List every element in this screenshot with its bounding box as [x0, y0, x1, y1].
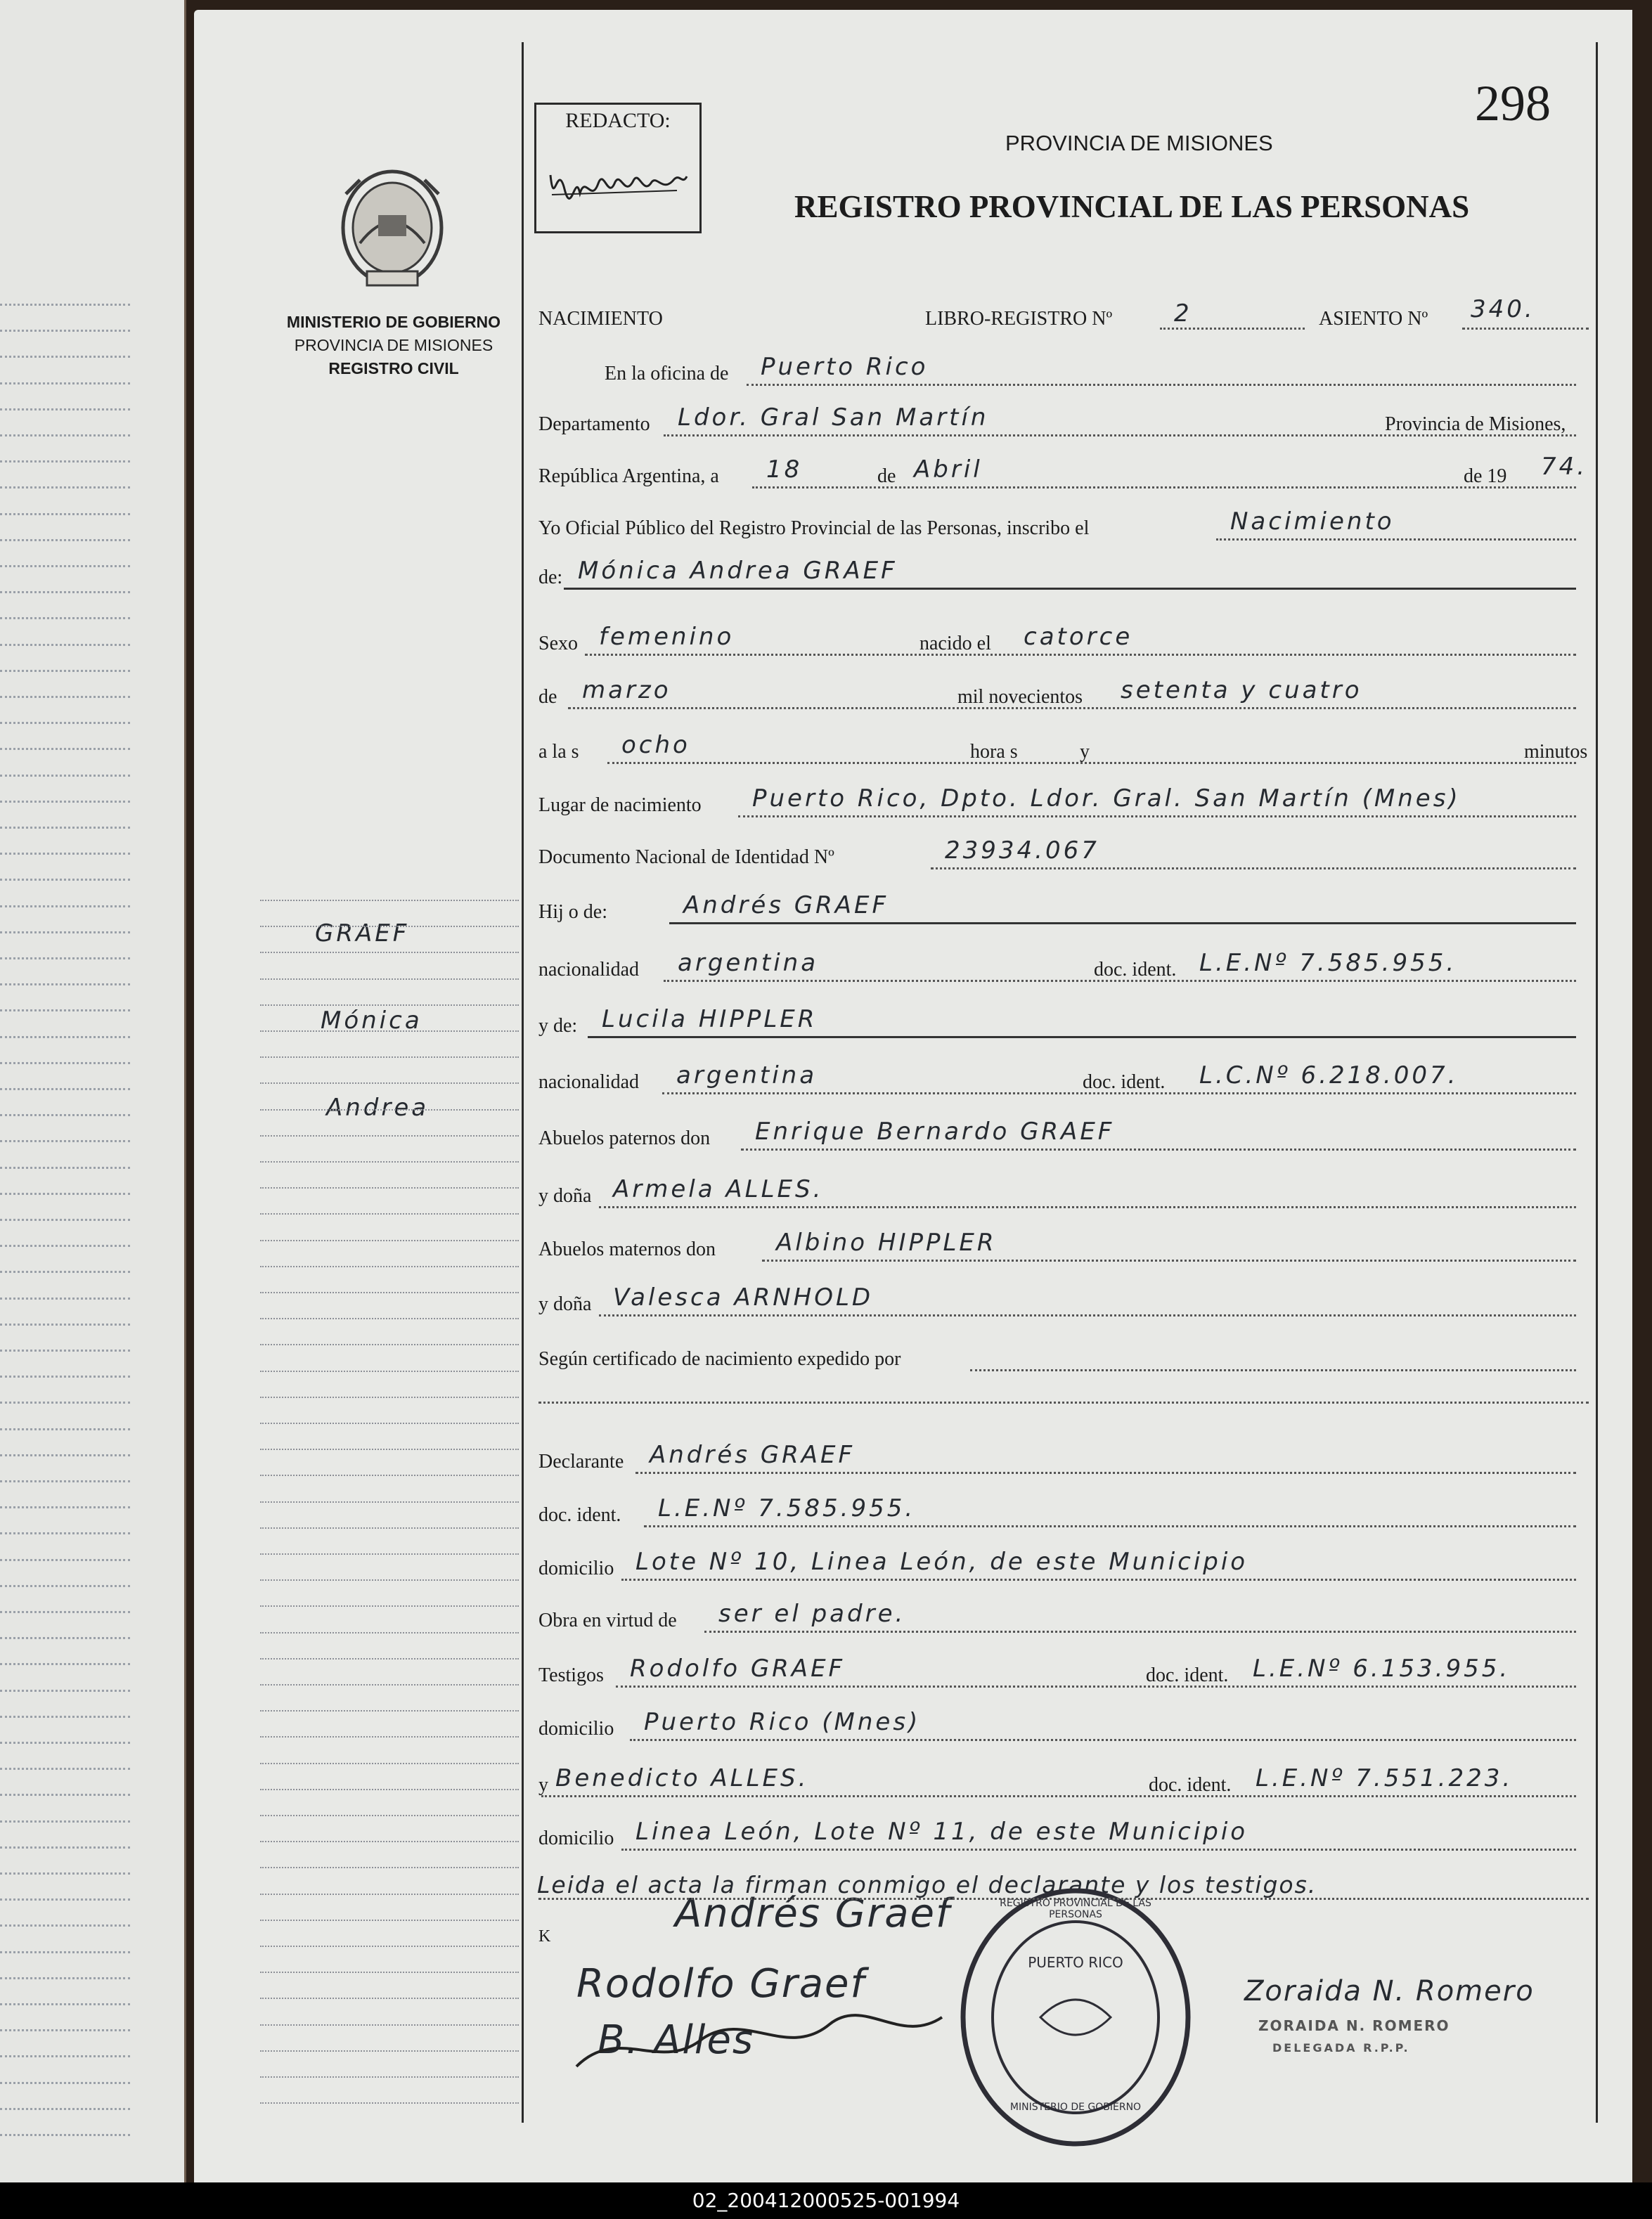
official-name: ZORAIDA N. ROMERO: [1258, 2017, 1450, 2034]
dotted-line: [538, 1402, 1589, 1404]
ruled-line: [0, 1898, 130, 1901]
field-value: Ldor. Gral San Martín: [678, 403, 989, 432]
field-label: República Argentina, a: [538, 465, 719, 487]
ruled-line: [0, 1245, 130, 1247]
field-label: doc. ident.: [538, 1504, 621, 1526]
ruled-line: [0, 1663, 130, 1665]
ruled-line: [0, 1611, 130, 1613]
ruled-line: [0, 1924, 130, 1927]
field-label: nacionalidad: [538, 959, 640, 981]
ruled-line: [0, 1794, 130, 1796]
field-value: 23934.067: [945, 836, 1099, 865]
ruled-line: [0, 1298, 130, 1300]
ruled-line: [0, 1716, 130, 1718]
margin-ruled-line: [260, 1344, 519, 1345]
solid-rule: [669, 922, 1576, 924]
field-label: doc. ident.: [1094, 959, 1177, 981]
margin-first-name: Mónica: [321, 1007, 422, 1035]
ruled-line: [0, 853, 130, 855]
margin-ruled-line: [260, 1030, 519, 1032]
margin-ruled-line: [260, 1527, 519, 1529]
margin-ruled-line: [260, 978, 519, 980]
redacto-label: REDACTO:: [565, 109, 671, 132]
ruled-line: [0, 513, 130, 515]
ruled-line: [0, 1140, 130, 1142]
field-value: L.E.Nº 6.153.955.: [1253, 1655, 1511, 1683]
margin-ruled-line: [260, 1946, 519, 1947]
field-value: L.C.Nº 6.218.007.: [1199, 1061, 1459, 1089]
margin-ruled-line: [260, 1266, 519, 1267]
ruled-line: [0, 617, 130, 619]
margin-ruled-line: [260, 2050, 519, 2052]
field-label: doc. ident.: [1149, 1774, 1232, 1796]
dotted-line: [635, 1472, 1576, 1474]
field-value: setenta y cuatro: [1121, 676, 1362, 704]
ruled-line: [0, 696, 130, 698]
ruled-line: [0, 408, 130, 410]
ruled-line: [0, 2134, 130, 2136]
ruled-line: [0, 1219, 130, 1221]
field-value: L.E.Nº 7.551.223.: [1256, 1764, 1514, 1792]
signature-testigo-1: Rodolfo Graef: [576, 1961, 866, 2007]
margin-ruled-line: [260, 2102, 519, 2104]
ruled-line: [0, 460, 130, 462]
ruled-line: [0, 1977, 130, 1979]
ministry-registry: REGISTRO CIVIL: [328, 359, 459, 377]
redacto-signature: [536, 133, 699, 217]
ruled-line: [0, 1742, 130, 1744]
field-value: marzo: [582, 676, 671, 704]
ruled-line: [0, 591, 130, 593]
margin-ruled-line: [260, 1867, 519, 1868]
ruled-line: [0, 2055, 130, 2057]
margin-ruled-line: [260, 1161, 519, 1163]
margin-ruled-line: [260, 2024, 519, 2026]
field-value: L.E.Nº 7.585.955.: [1199, 949, 1457, 977]
ruled-line: [0, 1690, 130, 1692]
ruled-line: [0, 670, 130, 672]
ruled-line: [0, 1428, 130, 1430]
dotted-line: [747, 384, 1576, 386]
field-value: Valesca ARNHOLD: [613, 1283, 874, 1312]
field-label: Yo Oficial Público del Registro Provincial de las Personas, inscribo el: [538, 517, 1090, 539]
field-value: Rodolfo GRAEF: [630, 1655, 846, 1683]
dotted-line: [621, 1579, 1576, 1581]
field-label: En la oficina de: [605, 363, 729, 384]
ministry-province: PROVINCIA DE MISIONES: [294, 336, 493, 354]
margin-ruled-line: [260, 1815, 519, 1816]
dotted-line: [752, 486, 1576, 489]
margin-ruled-line: [260, 1553, 519, 1555]
margin-ruled-line: [260, 1658, 519, 1660]
ruled-line: [0, 1532, 130, 1534]
ruled-line: [0, 1951, 130, 1953]
margin-ruled-line: [260, 1736, 519, 1738]
margin-ruled-line: [260, 1684, 519, 1686]
field-value: argentina: [676, 1061, 818, 1089]
ruled-line: [0, 957, 130, 959]
ruled-line: [0, 2003, 130, 2005]
field-label: y: [538, 1774, 548, 1796]
left-page: [0, 0, 186, 2182]
ruled-line: [0, 2082, 130, 2084]
field-label: Según certificado de nacimiento expedido por: [538, 1348, 901, 1370]
margin-ruled-line: [260, 1632, 519, 1633]
field-value: Andrés GRAEF: [683, 891, 889, 919]
ruled-line: [0, 722, 130, 724]
asiento-value: 340.: [1471, 295, 1535, 323]
ruled-line: [0, 1271, 130, 1273]
margin-surname: GRAEF: [315, 919, 410, 947]
margin-second-name: Andrea: [326, 1094, 430, 1122]
frame-line-right: [1596, 42, 1598, 2123]
act-type: NACIMIENTO: [538, 308, 663, 330]
field-label: Abuelos paternos don: [538, 1127, 711, 1149]
ruled-line: [0, 1114, 130, 1116]
ruled-line: [0, 748, 130, 750]
frame-line-left: [522, 42, 524, 2123]
ruled-line: [0, 801, 130, 803]
margin-ruled-line: [260, 2076, 519, 2078]
margin-ruled-line: [260, 1841, 519, 1842]
ruled-line: [0, 931, 130, 933]
field-suffix: Provincia de Misiones,: [1385, 413, 1566, 435]
field-label: de 19: [1464, 465, 1507, 487]
dotted-line: [741, 1149, 1576, 1151]
margin-ruled-line: [260, 1109, 519, 1111]
margin-ruled-line: [260, 1213, 519, 1215]
province-heading: PROVINCIA DE MISIONES: [1005, 131, 1273, 155]
field-label: domicilio: [538, 1827, 614, 1849]
dotted-line: [599, 1314, 1576, 1316]
libro-label: LIBRO-REGISTRO Nº: [925, 308, 1113, 330]
ruled-line: [0, 1324, 130, 1326]
ruled-line: [0, 1768, 130, 1770]
asiento-label: ASIENTO Nº: [1319, 308, 1428, 330]
ruled-line: [0, 539, 130, 541]
ruled-line: [0, 2108, 130, 2110]
field-value: 74.: [1541, 453, 1588, 481]
ruled-line: [0, 1846, 130, 1849]
field-label: doc. ident.: [1146, 1664, 1229, 1686]
field-label: domicilio: [538, 1718, 614, 1740]
ruled-line: [0, 1376, 130, 1378]
ruled-line: [0, 1454, 130, 1456]
margin-ruled-line: [260, 1763, 519, 1764]
margin-ruled-line: [260, 1710, 519, 1712]
signature-declarante: Andrés Graef: [675, 1891, 951, 1936]
margin-ruled-line: [260, 1187, 519, 1189]
field-label: Lugar de nacimiento: [538, 794, 702, 816]
dotted-line: [585, 654, 1576, 656]
field-label: Declarante: [538, 1451, 624, 1473]
signature-testigo-2: B. Alles: [598, 2017, 755, 2063]
field-value: Lucila HIPPLER: [602, 1005, 818, 1033]
ruled-line: [0, 304, 130, 306]
official-signature: Zoraida N. Romero: [1244, 1975, 1535, 2007]
margin-ruled-line: [260, 1318, 519, 1319]
margin-ruled-line: [260, 1449, 519, 1450]
margin-ruled-line: [260, 1501, 519, 1503]
ministry-name: MINISTERIO DE GOBIERNO: [286, 313, 501, 331]
dotted-line: [599, 1206, 1576, 1208]
closing-sentence: Leida el acta la firman conmigo el declarante y los testigos.: [537, 1871, 1317, 1898]
solid-rule: [588, 1036, 1576, 1038]
margin-ruled-line: [260, 1292, 519, 1293]
field-value: L.E.Nº 7.585.955.: [658, 1494, 916, 1522]
ruled-line: [0, 1009, 130, 1011]
field-label: de: [877, 465, 896, 487]
field-label: mil novecientos: [957, 686, 1083, 708]
field-value: Puerto Rico, Dpto. Ldor. Gral. San Martín (Mnes): [752, 784, 1461, 813]
field-label: Departamento: [538, 413, 650, 435]
stamp-center-text: PUERTO RICO: [1028, 1954, 1123, 1971]
page-number: 298: [1475, 75, 1551, 131]
solid-rule: [564, 588, 1576, 590]
margin-ruled-line: [260, 900, 519, 901]
margin-ruled-line: [260, 1605, 519, 1607]
field-label: nacionalidad: [538, 1071, 640, 1093]
field-value: ocho: [621, 731, 690, 759]
ruled-line: [0, 775, 130, 777]
ruled-line: [0, 1062, 130, 1064]
field-label: y de:: [538, 1015, 578, 1037]
ruled-line: [0, 1637, 130, 1639]
ruled-line: [0, 1036, 130, 1038]
image-id-footer: 02_200412000525-001994: [0, 2182, 1652, 2219]
dotted-line: [931, 867, 1576, 869]
ruled-line: [0, 1559, 130, 1561]
field-label: Obra en virtud de: [538, 1610, 677, 1631]
dotted-line: [644, 1525, 1576, 1527]
ruled-line: [0, 983, 130, 985]
field-value: Benedicto ALLES.: [555, 1764, 809, 1792]
dotted-line: [970, 1369, 1576, 1371]
margin-ruled-line: [260, 1397, 519, 1398]
ruled-line: [0, 2029, 130, 2031]
margin-ruled-line: [260, 926, 519, 927]
margin-ruled-line: [260, 1475, 519, 1476]
margin-ruled-line: [260, 1135, 519, 1137]
stamp-top-text: REGISTRO PROVINCIAL DE LAS PERSONAS: [1000, 1898, 1151, 1920]
margin-ruled-line: [260, 1998, 519, 1999]
ruled-line: [0, 1820, 130, 1823]
margin-ruled-line: [260, 1789, 519, 1790]
dotted-line: [1160, 328, 1305, 330]
ruled-line: [0, 1350, 130, 1352]
margin-ruled-line: [260, 1579, 519, 1581]
field-value: Mónica Andrea GRAEF: [578, 557, 898, 585]
redacto-box: [534, 103, 702, 233]
margin-ruled-line: [260, 952, 519, 953]
dotted-line: [664, 980, 1576, 982]
ruled-line: [0, 1193, 130, 1195]
field-label: de:: [538, 567, 563, 588]
field-label: hora s: [970, 741, 1018, 763]
field-label: Hij o de:: [538, 901, 607, 923]
signature-flourish: [562, 1940, 956, 2081]
dotted-line: [662, 1092, 1576, 1094]
dotted-line: [621, 1849, 1576, 1851]
ruled-line: [0, 382, 130, 384]
field-value: catorce: [1024, 623, 1133, 651]
field-value: Andrés GRAEF: [650, 1441, 856, 1469]
ruled-line: [0, 565, 130, 567]
margin-ruled-line: [260, 1056, 519, 1058]
margin-ruled-line: [260, 1240, 519, 1241]
field-value: 18: [766, 455, 803, 484]
field-value: ser el padre.: [718, 1600, 906, 1628]
ruled-line: [0, 1088, 130, 1090]
ruled-line: [0, 434, 130, 436]
dotted-line: [630, 1739, 1576, 1741]
dotted-line: [738, 815, 1576, 817]
field-label: nacido el: [919, 633, 991, 654]
field-label: doc. ident.: [1083, 1071, 1166, 1093]
field-label: a la s: [538, 741, 579, 763]
margin-ruled-line: [260, 1972, 519, 1973]
field-label: domicilio: [538, 1558, 614, 1579]
dotted-line: [664, 434, 1576, 436]
ruled-line: [0, 1585, 130, 1587]
official-title: DELEGADA R.P.P.: [1272, 2041, 1410, 2055]
coat-of-arms-icon: [332, 166, 453, 292]
dotted-line: [568, 707, 1576, 709]
ruled-line: [0, 827, 130, 829]
dotted-line: [762, 1260, 1576, 1262]
ruled-line: [0, 905, 130, 907]
margin-ruled-line: [260, 1082, 519, 1084]
field-label: de: [538, 686, 557, 708]
margin-ruled-line: [260, 1004, 519, 1006]
field-label: Testigos: [538, 1664, 604, 1686]
field-value: Puerto Rico: [761, 353, 929, 381]
dotted-line: [538, 1898, 1589, 1900]
field-label: Documento Nacional de Identidad Nº: [538, 846, 834, 868]
stamp-bottom-text: MINISTERIO DE GOBIERNO: [1009, 2102, 1142, 2113]
ruled-line: [0, 1402, 130, 1404]
field-label: y: [1080, 741, 1090, 763]
dotted-line: [1216, 538, 1576, 541]
field-label: y doña: [538, 1185, 592, 1207]
ruled-line: [0, 1480, 130, 1482]
field-label: Abuelos maternos don: [538, 1238, 716, 1260]
field-value: Armela ALLES.: [613, 1175, 824, 1203]
dotted-line: [541, 1795, 1576, 1797]
ruled-line: [0, 1872, 130, 1875]
field-value: femenino: [599, 623, 735, 651]
ruled-line: [0, 330, 130, 332]
field-value: Puerto Rico (Mnes): [644, 1708, 921, 1736]
libro-value: 2: [1174, 299, 1192, 328]
dotted-line: [616, 1686, 1576, 1688]
ruled-line: [0, 1506, 130, 1508]
ruled-line: [0, 644, 130, 646]
field-value: Albino HIPPLER: [776, 1229, 997, 1257]
field-label: y doña: [538, 1293, 592, 1315]
ruled-line: [0, 1167, 130, 1169]
field-value: Enrique Bernardo GRAEF: [755, 1118, 1115, 1146]
field-value: Abril: [914, 455, 983, 484]
registry-heading: REGISTRO PROVINCIAL DE LAS PERSONAS: [794, 189, 1470, 224]
ministry-block: [267, 311, 520, 380]
margin-ruled-line: [260, 1371, 519, 1372]
ruled-line: [0, 356, 130, 358]
field-value: Nacimiento: [1230, 507, 1395, 536]
closing-mark: K: [538, 1927, 551, 1946]
field-label: Sexo: [538, 633, 578, 654]
dotted-line: [704, 1631, 1576, 1633]
dotted-line: [607, 762, 1576, 764]
ruled-line: [0, 486, 130, 489]
field-value: Lote Nº 10, Linea León, de este Municipio: [635, 1548, 1248, 1576]
ruled-line: [0, 879, 130, 881]
margin-ruled-line: [260, 1894, 519, 1895]
field-value: Linea León, Lote Nº 11, de este Municipio: [635, 1818, 1248, 1846]
field-suffix: minutos: [1524, 741, 1588, 763]
margin-ruled-line: [260, 1423, 519, 1424]
field-value: argentina: [678, 949, 819, 977]
margin-ruled-line: [260, 1920, 519, 1921]
dotted-line: [1462, 328, 1589, 330]
